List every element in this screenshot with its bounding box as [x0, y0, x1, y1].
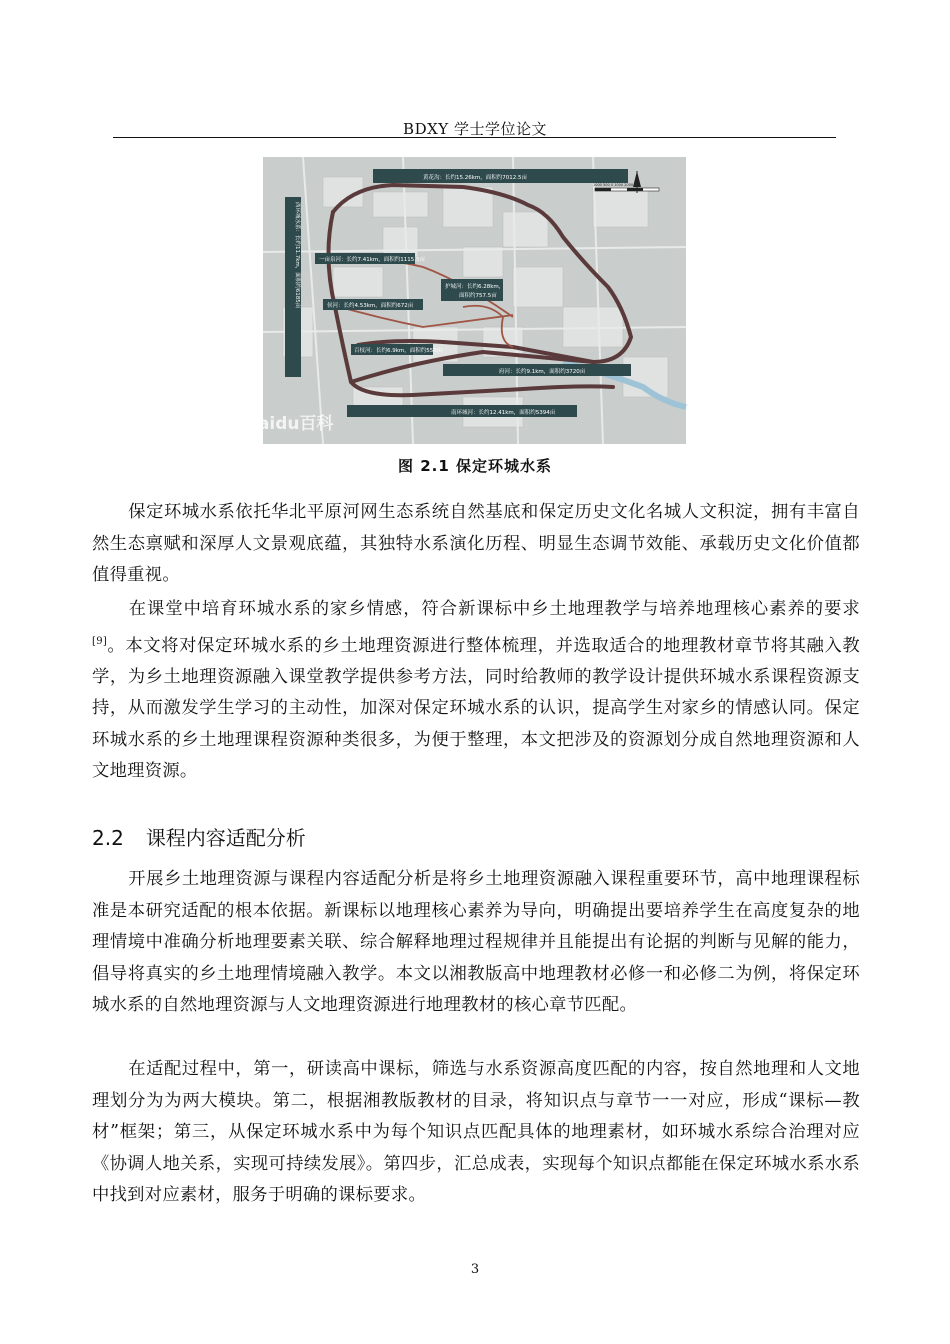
citation-ref: [9]	[92, 635, 108, 647]
label-fuhe: 府河：长约9.1km，面积约3720亩	[499, 369, 586, 375]
label-huanghua: 黄花沟：长约15.26km，面积约7012.5亩	[423, 175, 528, 181]
paragraph-2: 在课堂中培育环城水系的家乡情感，符合新课标中乡土地理教学与培养地理核心素养的要求[9]。本文将对保定环城水系的乡土地理资源进行整体梳理，并选取适合的地理教材章节将其融入教学，为乡土地理资源融入课堂教学提供参考方法，同时给教师的教学设计提供环城水系课程资源支持，从而激发学生学习的主动性，加深对保定环城水系的认识，提高学生对家乡的情感认同。保定环城水系的乡土地理课程资源种类很多，为便于整理，本文把涉及的资源划分成自然地理资源和人文地理资源。	[92, 599, 860, 782]
scale-bar-label: 1000 500 0 1000 2000	[593, 183, 634, 187]
header-divider	[113, 137, 836, 138]
watermark-text: Baidu百科	[245, 414, 334, 434]
paragraph-3: 开展乡土地理资源与课程内容适配分析是将乡土地理资源融入课程重要环节，高中地理课程标准是本研究适配的根本依据。新课标以地理核心素养为导向，明确提出要培养学生在高度复杂的地理情境中准确分析地理要素关联、综合解释地理过程规律并且能提出有论据的判断与见解的能力，倡导将真实的乡土地理情境融入教学。本文以湘教版高中地理教材必修一和必修二为例，将保定环城水系的自然地理资源与人文地理资源进行地理教材的核心章节匹配。	[92, 869, 860, 1015]
label-hucheng-name: 护城河：长约6.28km，	[445, 284, 505, 290]
page-number: 3	[470, 1262, 480, 1277]
section-number: 2.2	[92, 826, 124, 850]
page-header-title: BDXY 学士学位论文	[403, 120, 547, 138]
paragraph-1: 保定环城水系依托华北平原河网生态系统自然基底和保定历史文化名城人文积淀，拥有丰富自然生态禀赋和深厚人文景观底蕴，其独特水系演化历程、明显生态调节效能、承载历史文化价值都值得重视。	[92, 502, 860, 585]
figure-map	[245, 157, 686, 444]
paragraph-4: 在适配过程中，第一，研读高中课标，筛选与水系资源高度匹配的内容，按自然地理和人文地理划分为为两大模块。第二，根据湘教版教材的目录，将知识点与章节一一对应，形成“课标—教材”框架；第三，从保定环城水系中为每个知识点匹配具体的地理素材，如环城水系综合治理对应《协调人地关系，实现可持续发展》。第四步，汇总成表，实现每个知识点都能在保定环城水系水系中找到对应素材，服务于明确的课标要求。	[92, 1059, 860, 1205]
figure-caption: 图 2.1 保定环城水系	[397, 457, 553, 475]
map-illustration	[245, 157, 686, 444]
label-hucheng-area: 面积约757.5亩	[459, 293, 497, 299]
section-title: 课程内容适配分析	[145, 826, 306, 850]
label-baihe: 百枝河：长约6.9km，面积约550亩	[354, 348, 443, 354]
label-xihuan: 西环城水系：长约11.7km，面积约6185亩	[294, 202, 300, 309]
label-yimu: 一亩泉河：长约7.41km，面积约1115.5亩	[319, 257, 426, 263]
section-heading	[92, 822, 306, 851]
label-baohe: 侯河：长约4.53km，面积约672亩	[327, 303, 414, 309]
label-nanhuan: 南环城河：长约12.41km，面积约5394亩	[451, 410, 556, 416]
